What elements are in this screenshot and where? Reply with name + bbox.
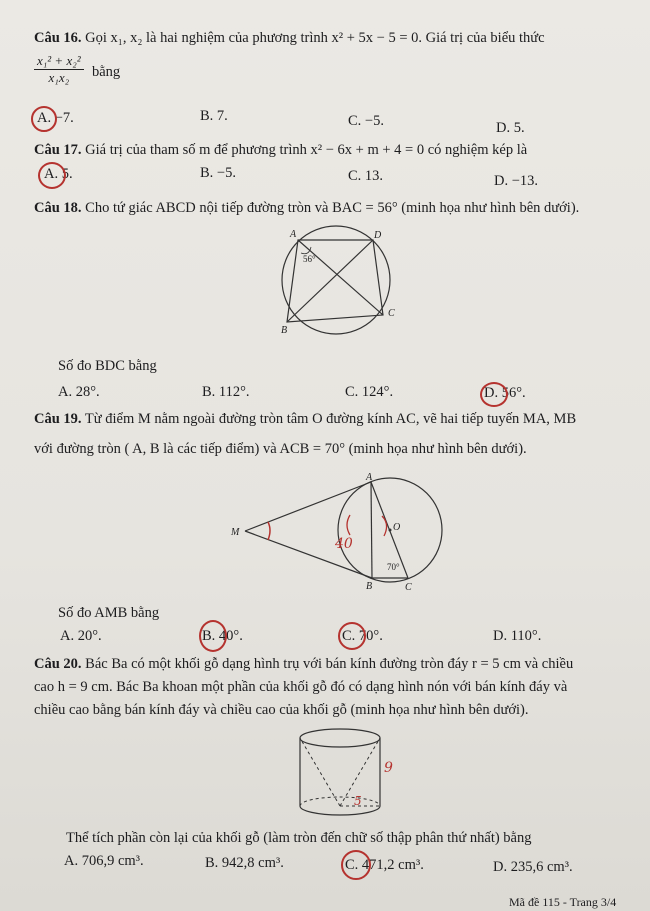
q17-option-b: B. −5. xyxy=(200,165,236,181)
q20-height-note: 9 xyxy=(384,760,393,776)
q19-label-c: C xyxy=(405,582,412,593)
q19-label-b: B xyxy=(366,581,373,592)
q19-text2: với đường tròn ( A, B là các tiếp điểm) và ACB = 70° (minh họa như hình bên dưới). xyxy=(34,441,527,457)
q19-label-o: O xyxy=(393,522,401,533)
q19-label: Câu 19. xyxy=(34,411,82,427)
q17-label: Câu 17. xyxy=(34,142,82,158)
q19-option-c: C. 70°. xyxy=(342,628,383,644)
q18-label-d: D xyxy=(374,230,382,241)
q20-radius-note: 5 xyxy=(354,794,362,808)
q16-text2: bằng xyxy=(92,64,121,80)
q20-bottom-back xyxy=(300,797,380,806)
q17-option-a: A. 5. xyxy=(44,166,73,182)
q16-option-c: C. −5. xyxy=(348,113,384,129)
q19-option-b: B. 40°. xyxy=(202,628,243,644)
q19-label-a: A xyxy=(366,472,373,483)
q16-option-d: D. 5. xyxy=(496,120,525,136)
q20-text1: Bác Ba có một khối gỗ dạng hình trụ với bán kính đường tròn đáy r = 5 cm và chiều xyxy=(85,656,574,672)
q16-label: Câu 16. xyxy=(34,30,82,46)
q20-top-ellipse xyxy=(300,729,380,747)
q19-option-a: A. 20°. xyxy=(60,628,102,644)
q16-frac-num: x₁² + x₂² xyxy=(34,53,84,70)
q16-option-a: A. −7. xyxy=(37,110,74,126)
q20-option-b: B. 942,8 cm³. xyxy=(205,855,284,871)
q20-option-d: D. 235,6 cm³. xyxy=(493,859,573,875)
q20-option-a: A. 706,9 cm³. xyxy=(64,853,144,869)
q20-cone-left xyxy=(300,738,340,806)
q20-question: Thể tích phần còn lại của khối gỗ (làm tròn đến chữ số thập phân thứ nhất) bằng xyxy=(66,830,532,846)
q17-text: Giá trị của tham số m để phương trình x² − 6x + m + 4 = 0 có nghiệm kép là xyxy=(85,142,528,158)
q18-option-b: B. 112°. xyxy=(202,384,250,400)
q18-option-a: A. 28°. xyxy=(58,384,100,400)
q20-option-c: C. 471,2 cm³. xyxy=(345,857,424,873)
q19-label-m: M xyxy=(231,527,240,538)
q18-text: Cho tứ giác ABCD nội tiếp đường tròn và BAC = 56° (minh họa như hình bên dưới). xyxy=(85,200,580,216)
q18-label: Câu 18. xyxy=(34,200,82,216)
q17-option-d: D. −13. xyxy=(494,173,539,189)
q17-option-c: C. 13. xyxy=(348,168,384,184)
q18-question: Số đo BDC bằng xyxy=(58,358,157,374)
q20-label: Câu 20. xyxy=(34,656,82,672)
q20-answer-mark xyxy=(341,850,371,880)
q20-text3: chiều cao bằng bán kính đáy và chiều cao của khối gỗ (minh họa như hình bên dưới). xyxy=(34,702,529,718)
q18-option-d: D. 56°. xyxy=(484,385,526,401)
q19-text1: Từ điểm M nằm ngoài đường tròn tâm O đường kính AC, vẽ hai tiếp tuyến MA, MB xyxy=(84,411,577,427)
q19-option-d: D. 110°. xyxy=(493,628,542,644)
q18-angle-label: 56° xyxy=(303,254,316,264)
q16-option-b: B. 7. xyxy=(200,108,228,124)
q18-label-a: A xyxy=(290,229,297,240)
q19-angle-label: 70° xyxy=(387,562,400,572)
q19-handwritten-note: 40 xyxy=(335,536,353,552)
q18-option-c: C. 124°. xyxy=(345,384,394,400)
q18-label-c: C xyxy=(388,308,395,319)
page-footer: Mã đề 115 - Trang 3/4 xyxy=(509,895,617,909)
q20-text2: cao h = 9 cm. Bác Ba khoan một phần của khối gỗ đó có dạng hình nón với bán kính đáy và xyxy=(34,679,568,695)
q16-frac-den: x₁x₂ xyxy=(48,70,70,85)
q19-question: Số đo AMB bằng xyxy=(58,605,160,621)
q20-bottom-front xyxy=(300,806,380,815)
q16-text: Gọi x₁, x₂ là hai nghiệm của phương trình x² + 5x − 5 = 0. Giá trị của biểu thức xyxy=(85,30,545,46)
q18-label-b: B xyxy=(281,325,288,336)
